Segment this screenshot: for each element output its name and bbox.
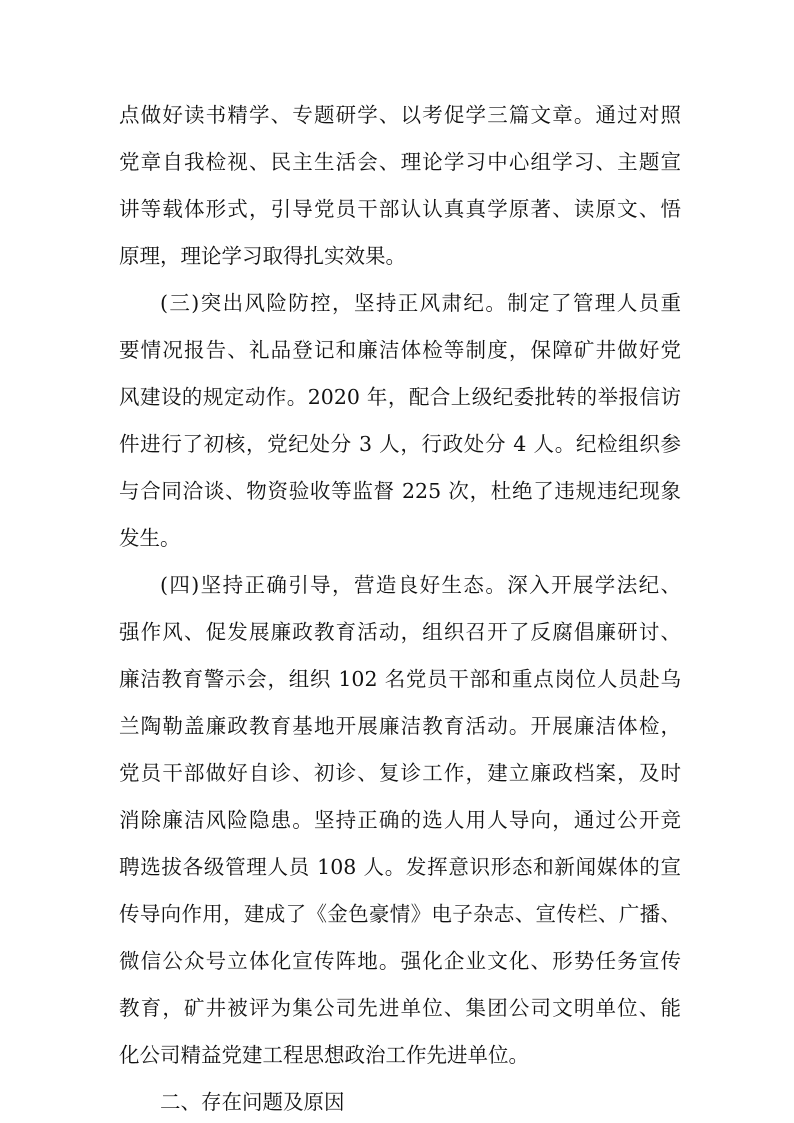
paragraph-line-9: 与合同洽谈、物资验收等监督 225 次，杜绝了违规违纪现象: [119, 479, 681, 503]
paragraph-line-6: 要情况报告、礼品登记和廉洁体检等制度，保障矿井做好党: [119, 338, 681, 362]
paragraph-line-4: 原理，理论学习取得扎实效果。: [119, 244, 406, 268]
paragraph-line-18: 传导向作用，建成了《金色豪情》电子杂志、宣传栏、广播、: [119, 902, 681, 926]
paragraph-line-2: 党章自我检视、民主生活会、理论学习中心组学习、主题宣: [119, 150, 681, 174]
paragraph-line-7: 风建设的规定动作。2020 年，配合上级纪委批转的举报信访: [119, 385, 681, 409]
paragraph-line-19: 微信公众号立体化宣传阵地。强化企业文化、形势任务宣传: [119, 949, 681, 973]
paragraph-line-13: 廉洁教育警示会，组织 102 名党员干部和重点岗位人员赴乌: [119, 667, 681, 691]
paragraph-line-10: 发生。: [119, 526, 181, 550]
paragraph-line-21: 化公司精益党建工程思想政治工作先进单位。: [119, 1043, 529, 1067]
paragraph-line-12: 强作风、促发展廉政教育活动，组织召开了反腐倡廉研讨、: [119, 620, 681, 644]
paragraph-line-14: 兰陶勒盖廉政教育基地开展廉洁教育活动。开展廉洁体检，: [119, 714, 681, 738]
paragraph-line-15: 党员干部做好自诊、初诊、复诊工作，建立廉政档案，及时: [119, 761, 681, 785]
paragraph-line-3: 讲等载体形式，引导党员干部认认真真学原著、读原文、悟: [119, 197, 681, 221]
paragraph-line-16: 消除廉洁风险隐患。坚持正确的选人用人导向，通过公开竞: [119, 808, 681, 832]
paragraph-line-8: 件进行了初核，党纪处分 3 人，行政处分 4 人。纪检组织参: [119, 432, 681, 456]
section-three-heading-line: (三)突出风险防控，坚持正风肃纪。制定了管理人员重: [160, 291, 681, 315]
section-two-heading: 二、存在问题及原因: [160, 1090, 345, 1114]
paragraph-line-20: 教育，矿井被评为集公司先进单位、集团公司文明单位、能: [119, 996, 681, 1020]
paragraph-line-17: 聘选拔各级管理人员 108 人。发挥意识形态和新闻媒体的宣: [119, 855, 681, 879]
section-four-heading-line: (四)坚持正确引导，营造良好生态。深入开展学法纪、: [160, 573, 681, 597]
paragraph-line-1: 点做好读书精学、专题研学、以考促学三篇文章。通过对照: [119, 103, 681, 127]
